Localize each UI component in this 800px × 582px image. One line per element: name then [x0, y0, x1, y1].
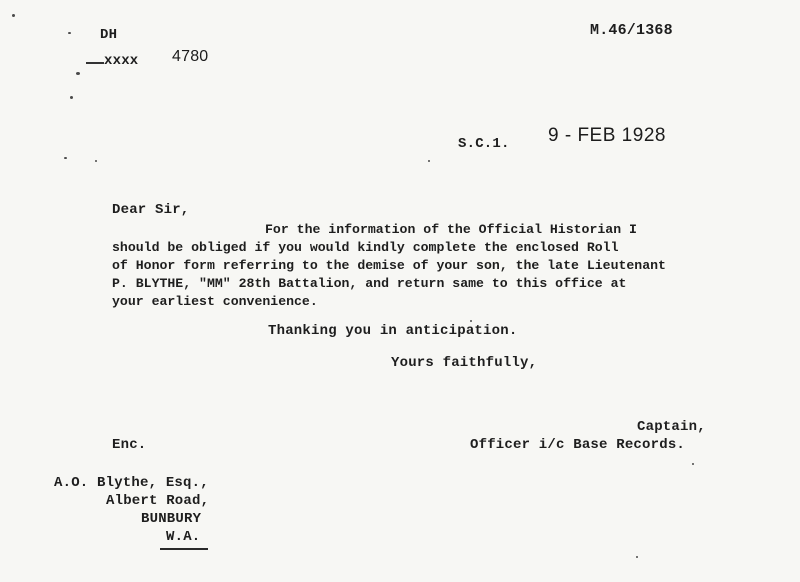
reference-number: 4780: [172, 48, 209, 65]
signature-office: Officer i/c Base Records.: [470, 437, 686, 453]
scan-speck: [95, 160, 97, 162]
address-line: Albert Road,: [106, 493, 210, 509]
body-line: P. BLYTHE, "MM" 28th Battalion, and return same to this office at: [112, 276, 627, 291]
address-line: A.O. Blythe, Esq.,: [54, 475, 209, 491]
address-underline: [160, 548, 208, 550]
thanks-line: Thanking you in anticipation.: [268, 323, 518, 339]
scan-speck: [428, 160, 430, 162]
body-line: of Honor form referring to the demise of your son, the late Lieutenant: [112, 258, 666, 273]
scan-speck: [76, 72, 80, 75]
scan-speck: [636, 556, 638, 558]
scan-speck: [64, 157, 67, 159]
date-stamp: 9 - FEB 1928: [548, 125, 666, 146]
address-line: BUNBURY: [141, 511, 202, 527]
closing: Yours faithfully,: [391, 355, 538, 371]
initials: DH: [100, 27, 118, 43]
strike-mark: [86, 62, 104, 64]
file-reference: M.46/1368: [590, 22, 673, 39]
enclosure-note: Enc.: [112, 437, 147, 453]
section-code: S.C.1.: [458, 136, 510, 152]
body-line: should be obliged if you would kindly complete the enclosed Roll: [112, 240, 619, 255]
salutation: Dear Sir,: [112, 202, 190, 218]
scan-speck: [12, 14, 15, 17]
scan-speck: [692, 463, 694, 465]
scan-speck: [68, 32, 71, 34]
crossed-out-prefix: xxxx: [104, 53, 139, 69]
body-line: your earliest convenience.: [112, 294, 318, 309]
body-line: For the information of the Official Historian I: [265, 222, 637, 237]
address-line: W.A.: [166, 529, 201, 545]
signature-title: Captain,: [637, 419, 706, 435]
scan-speck: [70, 96, 73, 99]
